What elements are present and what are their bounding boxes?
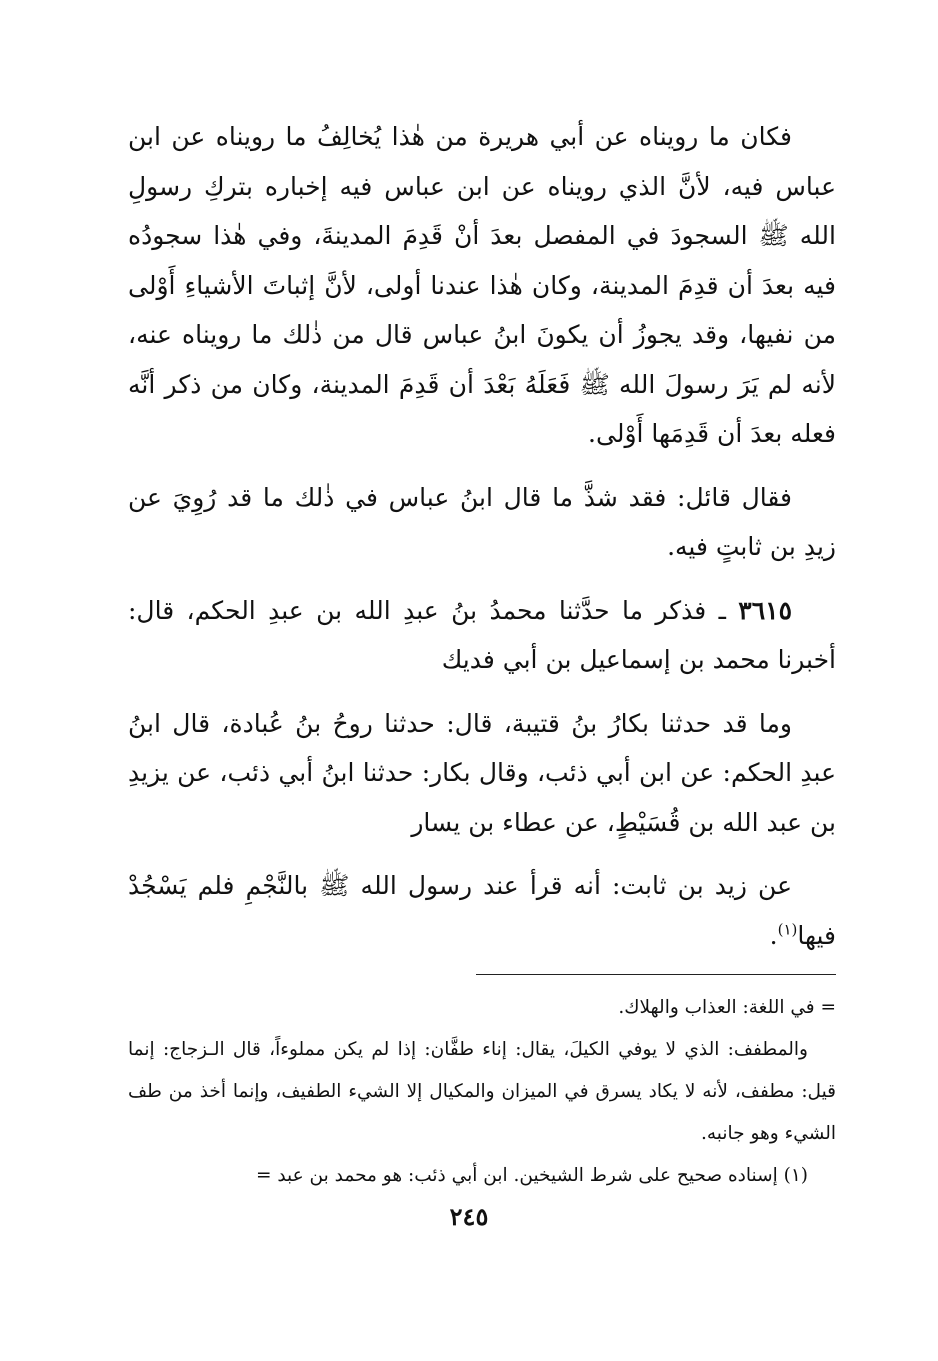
matn-end: . xyxy=(769,920,778,950)
footnotes xyxy=(128,987,836,1197)
matn-text: عن زيد بن ثابت: أنه قرأ عند رسول الله ﷺ بالنَّجْمِ فلم يَسْجُدْ فيها xyxy=(128,871,836,950)
chain-paragraph: وما قد حدثنا بكارُ بنُ قتيبة، قال: حدثنا روحُ بنُ عُبادة، قال ابنُ عبدِ الحكم: عن ابن أبي ذئب، وقال بكار: حدثنا ابنُ أبي ذئب، عن يزيدِ بن عبد الله بن قُسَيْطٍ، عن عطاء بن يسار xyxy=(128,708,836,837)
footnote-continuation: = في اللغة: العذاب والهلاك. xyxy=(618,997,836,1018)
footnote-paragraph: والمطفف: الذي لا يوفي الكيلَ، يقال: إناء طفَّان: إذا لم يكن مملوءاً، قال الـزجاج: إنما قيل: مطفف، لأنه لا يكاد يسرق في الميزان والمكيال إلا الشيء الطفيف، وإنما أخذ من طف الشيء وهو جانبه. xyxy=(128,1039,836,1144)
page-content xyxy=(128,112,836,1197)
paragraph-2: فقال قائل: فقد شذَّ ما قال ابنُ عباس في ذٰلك ما قد رُوِيَ عن زيدِ بن ثابتٍ فيه. xyxy=(128,482,836,561)
hadith-paragraph xyxy=(128,586,836,685)
main-text xyxy=(128,112,836,960)
hadith-separator: ـ xyxy=(706,595,739,625)
matn-paragraph xyxy=(128,861,836,960)
hadith-number: ٣٦١٥ xyxy=(738,595,792,625)
footnote-divider xyxy=(476,974,836,975)
paragraph-1: فكان ما رويناه عن أبي هريرة من هٰذا يُخالِفُ ما رويناه عن ابن عباس فيه، لأنَّ الذي رويناه عن ابن عباس فيه إخباره بتركِ رسولِ الله ﷺ السجودَ في المفصل بعدَ أنْ قَدِمَ المدينةَ، وفي هٰذا سجودُه فيه بعدَ أن قدِمَ المدينة، وكان هٰذا عندنا أولى، لأنَّ إثباتَ الأشياءِ أَوْلى من نفيها، وقد يجوزُ أن يكونَ ابنُ عباس قال من ذٰلك ما رويناه عنه، لأنه لم يَرَ رسولَ الله ﷺ فَعَلَهُ بَعْدَ أن قَدِمَ المدينة، وكان من ذكر أنَّه فعله بعدَ أن قَدِمَها أَوْلى. xyxy=(128,122,837,448)
page-number: ٢٤٥ xyxy=(449,1202,489,1231)
footnote-1: (١) إسناده صحيح على شرط الشيخين. ابن أبي ذئب: هو محمد بن عبد = xyxy=(255,1165,808,1186)
footnote-ref: (١) xyxy=(777,920,798,939)
hadith-text: فذكر ما حدَّثنا محمدُ بنُ عبدِ الله بن عبدِ الحكم، قال: أخبرنا محمد بن إسماعيل بن أبي فديك xyxy=(128,595,836,674)
